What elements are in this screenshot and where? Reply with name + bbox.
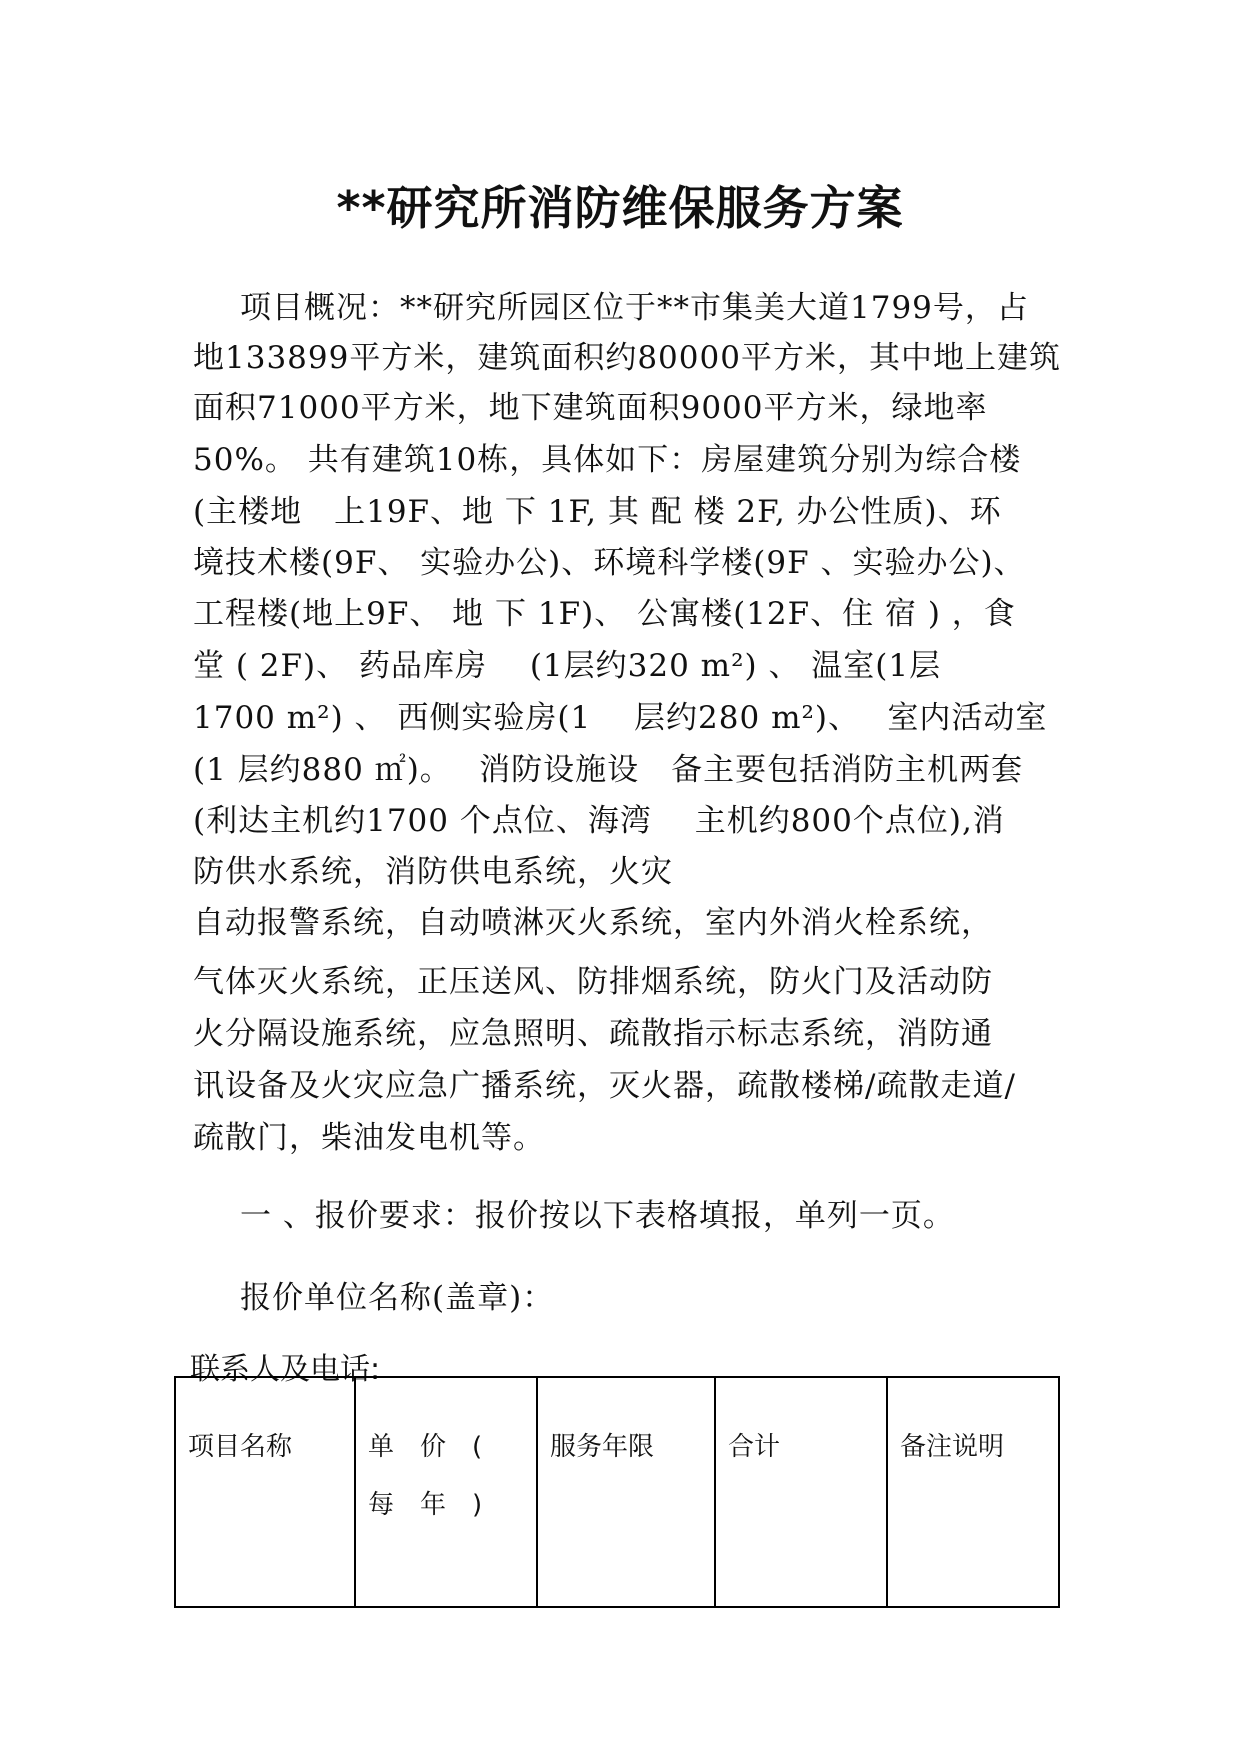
page-title: **研究所消防维保服务方案 [336,181,904,235]
overview-line: 面积71000平方米，地下建筑面积9000平方米，绿地率 [193,390,988,426]
overview-line: 气体灭火系统，正压送风、防排烟系统，防火门及活动防 [193,964,993,1000]
overview-line: 工程楼(地上9F、 地 下 1F)、 公寓楼(12F、住 宿 ) ，食 [193,596,1016,632]
overview-line: (1 层约880 ㎡)。 消防设施设 备主要包括消防主机两套 [193,752,1024,788]
header-remarks: 备注说明 [887,1377,1059,1607]
header-unit-price: 单 价 ( 每 年 ) [355,1377,537,1607]
overview-line: (利达主机约1700 个点位、海湾 主机约800个点位),消 [193,803,1005,839]
overview-line: 火分隔设施系统，应急照明、疏散指示标志系统，消防通 [193,1016,993,1052]
header-total: 合计 [715,1377,887,1607]
overview-line: 境技术楼(9F、 实验办公)、环境科学楼(9F 、实验办公)、 [193,545,1026,581]
overview-line: 疏散门，柴油发电机等。 [193,1120,545,1156]
overview-line: 地133899平方米，建筑面积约80000平方米，其中地上建筑 [193,340,1061,376]
table-header-row [175,1377,1059,1607]
overview-line: 堂 ( 2F)、 药品库房 (1层约320 m²) 、 温室(1层 [193,648,942,684]
overview-line: 防供水系统，消防供电系统，火灾 [193,854,673,890]
quote-table [174,1376,1060,1608]
requirement-line: 一 、报价要求：报价按以下表格填报，单列一页。 [240,1198,955,1234]
overview-line: (主楼地 上19F、地 下 1F, 其 配 楼 2F, 办公性质)、环 [193,494,1002,530]
overview-line: 自动报警系统，自动喷淋灭火系统，室内外消火栓系统， [193,905,993,941]
header-service-years: 服务年限 [537,1377,715,1607]
overview-line: 项目概况：**研究所园区位于**市集美大道1799号，占 [240,290,1029,326]
contact-line: 联系人及电话: [190,1352,381,1387]
company-name-line: 报价单位名称(盖章)： [240,1280,555,1316]
overview-line: 1700 m²) 、 西侧实验房(1 层约280 m²)、 室内活动室 [193,700,1048,736]
overview-line: 50%。 共有建筑10栋，具体如下：房屋建筑分别为综合楼 [193,442,1022,478]
header-project-name: 项目名称 [175,1377,355,1607]
overview-line: 讯设备及火灾应急广播系统，灭火器，疏散楼梯/疏散走道/ [193,1068,1016,1104]
